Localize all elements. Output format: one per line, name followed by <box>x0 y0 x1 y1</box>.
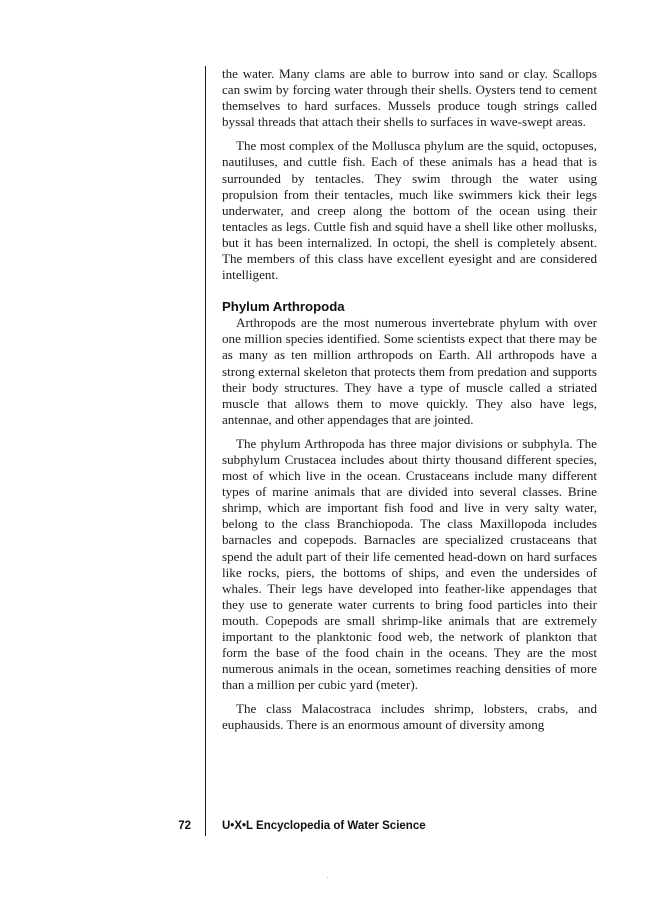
margin-rule <box>205 66 206 836</box>
article-body <box>222 66 597 734</box>
paragraph-arthropod-subphyla: The phylum Arthropoda has three major divisions or subphyla. The subphylum Crustacea includes about thirty thousand different species, most of which live in the ocean. Crustaceans include many different types of marine animals that are divided into several classes. Brine shrimp, which are important fish food and live in very salty water, belong to the class Branchiopoda. The class Maxillopoda includes barnacles and copepods. Barnacles are specialized crustaceans that spend the adult part of their life cemented head-down on hard surfaces like rocks, piers, the bottoms of ships, and even the undersides of whales. Their legs have developed into feather-like appendages that they use to generate water currents to bring food particles into their mouth. Copepods are small shrimp-like animals that are extremely important to the planktonic food web, the network of plankton that form the base of the food chain in the oceans. They are the most numerous animals in the ocean, sometimes reaching densities of more than a million per cubic yard (meter). <box>222 435 597 693</box>
section-heading: Phylum Arthropoda <box>222 299 345 315</box>
running-footer-title: U•X•L Encyclopedia of Water Science <box>222 820 426 832</box>
scan-speck <box>327 877 328 878</box>
paragraph-malacostraca: The class Malacostraca includes shrimp, lobsters, crabs, and euphausids. There is an enormous amount of diversity among <box>222 701 597 733</box>
page-number: 72 <box>178 820 191 832</box>
paragraph-arthropods-intro: Arthropods are the most numerous invertebrate phylum with over one million species identified. Some scientists expect that there may be as many as ten million arthropods on Earth. All arthropods have a strong external skeleton that protects them from predation and supports their body structures. They have a type of muscle called a striated muscle that allows them to move quickly. They also have legs, antennae, and other appendages that are jointed. <box>222 315 597 427</box>
paragraph-continued: the water. Many clams are able to burrow into sand or clay. Scallops can swim by forcing water through their shells. Oysters tend to cement themselves to hard surfaces. Mussels produce tough strings called byssal threads that attach their shells to surfaces in wave-swept areas. <box>222 66 597 130</box>
paragraph-mollusca-complex: The most complex of the Mollusca phylum are the squid, octopuses, nautiluses, and cuttle fish. Each of these animals has a head that is surrounded by tentacles. They swim through the water using propulsion from their tentacles, much like swimmers kick their legs underwater, and creep along the bottom of the ocean using their tentacles as legs. Cuttle fish and squid have a shell like other mollusks, but it has been internalized. In octopi, the shell is completely absent. The members of this class have excellent eyesight and are considered intelligent. <box>222 138 597 283</box>
